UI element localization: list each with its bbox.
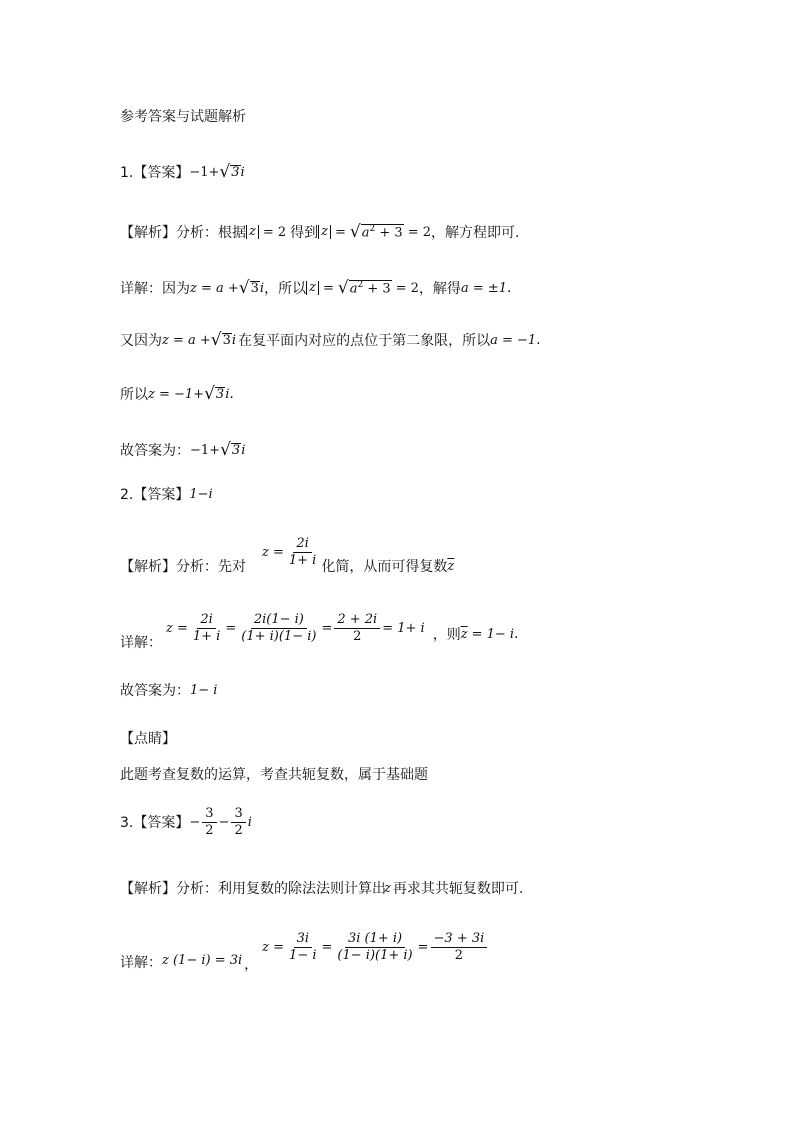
q3-analysis-tail: 再求其共轭复数即可. [392, 881, 524, 897]
q3-ans-i: i [247, 814, 252, 830]
q1-detail-z-expr: z = a + [190, 280, 239, 296]
q2-detail-expr [166, 612, 425, 644]
q1-detail-line [120, 278, 511, 298]
q1-final-line [120, 440, 245, 460]
q3-ans-frac2 [231, 806, 245, 838]
q1-mod-rad-sup: 2 [369, 223, 376, 234]
q1-final-radicand: 3 [231, 443, 241, 459]
q1-mod-sqrt [349, 221, 404, 242]
q1-answer-line [120, 162, 245, 182]
q3-d-comma: ， [244, 957, 259, 973]
radical-sign: √ [210, 329, 222, 350]
q2-answer: 1−i [189, 486, 213, 502]
radical-sign: √ [219, 161, 231, 182]
q2-d-f2-num: 2i(1− i) [251, 612, 307, 629]
q3-analysis-z: z [384, 880, 391, 896]
q1-final-sqrt [220, 439, 241, 460]
q3-ans-f1-num: 3 [202, 806, 216, 823]
q1-mod-eq-pre: = [335, 224, 346, 240]
q2-an-zbar: $\overline{z}$ [447, 558, 455, 574]
q1-mod-rad-a: a [361, 225, 370, 241]
q3-ans-f2-num: 3 [231, 806, 245, 823]
q2-d-f3-num: 2 + 2i [334, 612, 380, 629]
q2-d-f3-den: 2 [353, 628, 362, 644]
q1-detail-sqrt2 [337, 277, 392, 298]
q1-so-z [148, 383, 230, 404]
q2-d-f1-den: 1+ i [192, 628, 221, 644]
q1-final-ans [190, 439, 246, 460]
q3-d-f3-num: −3 + 3i [431, 931, 488, 948]
q2-an-num: 2i [293, 536, 311, 553]
q3-d-frac2 [334, 931, 415, 963]
q1-analysis-label: 【解析】分析：根据 [120, 225, 246, 241]
q1-cond-eq: = 2 [262, 224, 287, 240]
q1-also-radicand: 3 [222, 333, 231, 349]
q2-d-frac2 [238, 612, 319, 644]
q1-detail-radicand2 [349, 280, 392, 297]
q1-detail-sqrt [238, 277, 260, 298]
q2-point-label: 【点睛】 [120, 731, 176, 747]
q2-an-text: 化简，从而可得复数 [321, 559, 448, 575]
q2-an-frac [286, 536, 319, 568]
q3-ans-minus2: − [218, 814, 230, 830]
q1-also-z-expr: z = a + [162, 332, 211, 348]
q1-final-pre: −1+ [190, 442, 221, 458]
q2-d-zbar-res: = 1− i [471, 626, 515, 642]
q1-ans-i: i [240, 164, 245, 180]
q1-cond-abs: z [246, 225, 259, 239]
q1-ans-sqrt [219, 161, 240, 182]
q1-detail-i: i [259, 280, 265, 296]
q2-answer-line [120, 484, 213, 504]
q1-also-dot: . [536, 332, 541, 348]
q2-an-z: z = [262, 544, 284, 560]
q1-also-i: i [231, 332, 237, 348]
q2-d-dot: . [514, 626, 519, 642]
q3-d-f2-den: (1− i)(1+ i) [337, 947, 413, 963]
q1-final-label: 故答案为： [120, 443, 190, 459]
q2-an-expr [262, 536, 321, 568]
q2-analysis-label: 【解析】分析：先对 [120, 559, 246, 575]
q1-detail-solve: ，解得 [418, 281, 461, 297]
q1-detail-so: ，所以 [264, 281, 307, 297]
q1-also-label: 又因为 [120, 333, 162, 349]
q3-d-frac1 [286, 931, 319, 963]
q1-answer [189, 161, 245, 182]
radical-sign: √ [204, 383, 215, 404]
q1-detail-rad2-a: a [349, 281, 358, 297]
q3-label: 3.【答案】 [120, 815, 190, 832]
q1-also-z [162, 329, 237, 350]
q2-d-frac3 [334, 612, 380, 644]
q1-so-dot: . [229, 386, 234, 402]
q3-ans-f2-den: 2 [234, 822, 243, 838]
q1-detail-mod [306, 277, 419, 298]
q2-final-label: 故答案为： [120, 683, 190, 699]
q3-d-f2-num: 3i (1+ i) [345, 931, 405, 948]
q2-d-frac1 [190, 612, 223, 644]
q2-d-z: z = [166, 620, 188, 636]
q2-point-text-line [120, 764, 428, 784]
q3-d-eq: z (1− i) = 3i [162, 952, 243, 968]
q3-analysis-label: 【解析】分析：利用复数的除法法则计算出 [120, 881, 386, 897]
q2-d-then: ，则 [432, 627, 461, 643]
q1-detail-abs: z [306, 281, 319, 295]
radical-sign: √ [349, 221, 361, 242]
q1-also-text: 在复平面内对应的点位于第二象限，所以 [238, 333, 491, 349]
q1-label: 1.【答案】 [120, 165, 190, 181]
q1-so-i: i [225, 386, 230, 402]
q3-d-expr [262, 931, 489, 963]
q1-detail-rad2-sup: 2 [357, 279, 364, 290]
q1-mod [318, 221, 431, 242]
q1-mod-radicand [361, 224, 404, 241]
q1-detail-rad2-post: + 3 [367, 281, 391, 297]
q1-so-sqrt [204, 383, 225, 404]
q2-point-label-line [120, 728, 176, 748]
q2-d-f2-den: (1+ i)(1− i) [241, 628, 317, 644]
radical-sign: √ [337, 277, 349, 298]
q1-so-line [120, 384, 234, 404]
q3-d-z: z = [262, 939, 285, 955]
q1-detail-eq-pre: = [322, 280, 334, 296]
q2-d-eq1: = [225, 620, 237, 636]
q1-mod-abs: z [318, 225, 331, 239]
q1-so-label: 所以 [120, 387, 148, 403]
q1-cond [246, 225, 286, 240]
q3-d-f1-num: 3i [294, 931, 312, 948]
q2-an-den: 1+ i [288, 552, 317, 568]
q1-also-a: a = −1 [490, 332, 537, 348]
q3-answer-line [120, 806, 252, 838]
title-text: 参考答案与试题解析 [120, 109, 246, 125]
q1-mod-eq-post: = 2 [407, 224, 431, 240]
q3-answer [189, 806, 252, 838]
q3-ans-minus: − [189, 814, 201, 830]
q1-detail-dot: . [507, 280, 512, 296]
q2-final-ans: 1− i [190, 682, 218, 698]
q1-so-radicand: 3 [215, 387, 225, 403]
q2-d-eq2: = [321, 620, 333, 636]
q1-also-sqrt [210, 329, 232, 350]
q1-analysis-tail: ，解方程即可. [431, 225, 520, 241]
q2-label: 2.【答案】 [120, 487, 190, 503]
q2-d-res: = 1+ i [382, 620, 425, 636]
q1-also-line [120, 330, 541, 350]
q2-detail-line [120, 604, 519, 652]
q2-final-line [120, 680, 217, 700]
q1-so-z-expr: z = −1+ [148, 386, 205, 402]
q3-d-eq2: = [417, 939, 429, 955]
radical-sign: √ [220, 439, 231, 460]
q3-d-eq1: = [321, 939, 333, 955]
q1-mod-rad-post: + 3 [379, 225, 403, 241]
q3-detail-label: 详解： [120, 955, 162, 971]
q3-analysis-line [120, 878, 523, 898]
q3-d-f1-den: 1− i [289, 947, 317, 963]
q3-d-frac3 [431, 931, 488, 963]
q1-ans-radicand: 3 [231, 165, 240, 181]
q1-detail-label: 详解：因为 [120, 281, 190, 297]
q1-detail-a: a = ±1 [460, 280, 508, 296]
q1-get-text: 得到 [290, 225, 319, 241]
q1-ans-pre: −1+ [189, 164, 220, 180]
q3-ans-frac1 [202, 806, 216, 838]
q1-detail-eq-post: = 2 [395, 280, 419, 296]
q1-analysis-line [120, 222, 519, 242]
q2-d-zbar-expr [461, 627, 514, 642]
q3-d-f3-den: 2 [454, 947, 464, 963]
q3-detail-line [120, 920, 489, 974]
q2-detail-label: 详解： [120, 635, 162, 651]
q2-d-zbar: $\overline{z}$ [460, 626, 468, 642]
q1-detail-radicand: 3 [250, 281, 259, 297]
radical-sign: √ [238, 277, 250, 298]
q3-ans-f1-den: 2 [205, 822, 214, 838]
page-title [120, 106, 246, 126]
q1-detail-z [190, 277, 265, 298]
q1-final-i: i [241, 442, 246, 458]
q2-point-text: 此题考查复数的运算，考查共轭复数，属于基础题 [120, 767, 428, 783]
q2-analysis-line [120, 528, 454, 576]
q2-d-f1-num: 2i [197, 612, 215, 629]
